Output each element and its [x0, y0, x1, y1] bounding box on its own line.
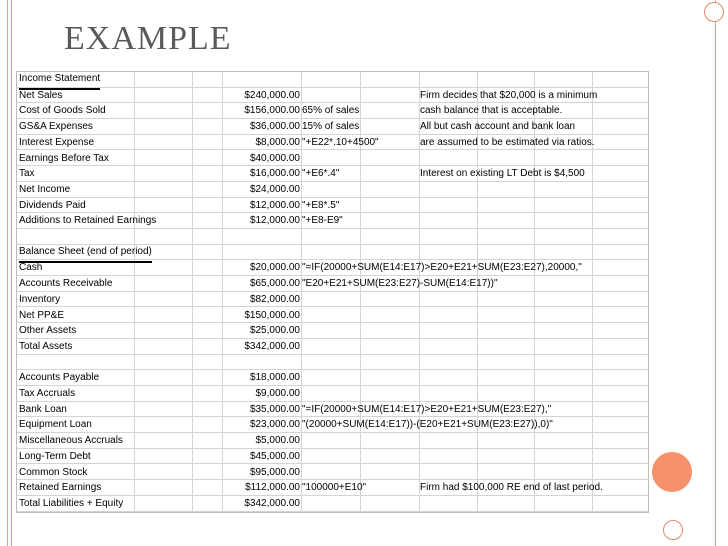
row-label: Tax Accruals [19, 388, 76, 399]
table-row [17, 103, 648, 119]
row-formula: "+E8-E9" [302, 215, 343, 227]
table-row [17, 323, 648, 339]
table-row [17, 417, 648, 433]
row-label: Cash [19, 262, 43, 274]
row-formula: "(20000+SUM(E14:E17))-(E20+E21+SUM(E23:E27)),0)" [302, 419, 553, 431]
row-label: Total Liabilities + Equity [19, 497, 124, 509]
row-label: Common Stock [19, 466, 88, 478]
decorative-circle-top [704, 2, 724, 22]
row-formula: "+E8*.5" [302, 199, 340, 211]
table-row [17, 449, 648, 465]
table-row [17, 480, 648, 496]
row-label: Cost of Goods Sold [19, 105, 106, 117]
table-row [17, 465, 648, 481]
row-value: $12,000.00 [249, 199, 300, 211]
table-row [17, 88, 648, 104]
row-label: Tax [19, 168, 35, 180]
row-formula: "+E6*.4" [302, 168, 340, 180]
row-label: Accounts Receivable [19, 278, 113, 290]
row-label: Net Sales [19, 89, 63, 101]
row-note: are assumed to be estimated via ratios. [420, 136, 595, 148]
row-label: Miscellaneous Accruals [19, 435, 123, 447]
table-row [17, 308, 648, 324]
row-label: Interest Expense [19, 136, 95, 148]
table-row [17, 182, 648, 198]
table-row [17, 276, 648, 292]
row-label: Income Statement [19, 72, 100, 90]
table-row [17, 198, 648, 214]
row-label: Balance Sheet (end of period) [19, 245, 152, 263]
row-note: Firm had $100,000 RE end of last period. [420, 482, 603, 494]
row-formula: 15% of sales [302, 121, 360, 133]
decorative-circle-small [663, 520, 683, 540]
row-value: $18,000.00 [249, 372, 300, 384]
row-value: $240,000.00 [244, 89, 300, 101]
row-value: $23,000.00 [249, 419, 300, 431]
table-row [17, 245, 648, 261]
row-value: $8,000.00 [255, 136, 300, 148]
table-row [17, 229, 648, 245]
row-label: Inventory [19, 293, 61, 305]
row-formula: 65% of sales [302, 105, 360, 117]
row-value: $36,000.00 [249, 121, 300, 133]
table-row [17, 355, 648, 371]
row-label: Accounts Payable [19, 372, 100, 384]
table-row [17, 72, 648, 88]
table-row [17, 370, 648, 386]
row-value: $95,000.00 [249, 466, 300, 478]
row-formula: "=IF(20000+SUM(E14:E17)>E20+E21+SUM(E23:E27),20000," [302, 262, 582, 274]
right-margin-rule [715, 0, 716, 546]
row-label: GS&A Expenses [19, 121, 93, 133]
table-row [17, 213, 648, 229]
row-label: Bank Loan [19, 403, 67, 415]
row-value: $45,000.00 [249, 450, 300, 462]
row-value: $12,000.00 [249, 215, 300, 227]
slide-title: EXAMPLE [64, 20, 232, 57]
row-value: $156,000.00 [244, 105, 300, 117]
row-value: $35,000.00 [249, 403, 300, 415]
table-row [17, 151, 648, 167]
row-value: $25,000.00 [249, 325, 300, 337]
spreadsheet-table [16, 71, 649, 513]
row-note: cash balance that is acceptable. [420, 105, 563, 117]
row-value: $342,000.00 [244, 340, 300, 352]
row-formula: "100000+E10" [302, 482, 367, 494]
row-formula: "=IF(20000+SUM(E14:E17)>E20+E21+SUM(E23:E27)," [302, 403, 552, 415]
row-value: $16,000.00 [249, 168, 300, 180]
table-row [17, 260, 648, 276]
row-value: $40,000.00 [249, 152, 300, 164]
table-row [17, 386, 648, 402]
table-row [17, 496, 648, 512]
table-row [17, 166, 648, 182]
row-label: Net PP&E [19, 309, 65, 321]
row-value: $20,000.00 [249, 262, 300, 274]
decorative-circle-large [652, 452, 692, 492]
table-row [17, 292, 648, 308]
row-label: Total Assets [19, 340, 73, 352]
table-row [17, 402, 648, 418]
row-label: Earnings Before Tax [19, 152, 109, 164]
row-formula: "+E22*.10+4500" [302, 136, 379, 148]
row-value: $9,000.00 [255, 388, 300, 399]
row-label: Additions to Retained Earnings [19, 215, 157, 227]
row-label: Other Assets [19, 325, 77, 337]
row-value [220, 245, 300, 261]
table-row [17, 119, 648, 135]
row-value: $112,000.00 [245, 482, 300, 494]
row-value [220, 72, 300, 88]
row-formula: "E20+E21+SUM(E23:E27)-SUM(E14:E17))" [302, 278, 498, 290]
row-value: $82,000.00 [249, 293, 300, 305]
row-value: $5,000.00 [255, 435, 300, 447]
left-margin-rule-inner [11, 0, 12, 546]
row-note: Firm decides that $20,000 is a minimum [420, 89, 598, 101]
row-value [220, 229, 300, 245]
row-value [220, 355, 300, 371]
left-margin-rule [7, 0, 8, 546]
row-label: Net Income [19, 183, 71, 195]
row-value: $150,000.00 [244, 309, 300, 321]
row-label: Retained Earnings [19, 482, 102, 494]
table-row [17, 339, 648, 355]
table-row [17, 135, 648, 151]
row-label: Equipment Loan [19, 419, 92, 431]
row-label: Dividends Paid [19, 199, 86, 211]
row-label: Long-Term Debt [19, 450, 91, 462]
row-value: $342,000.00 [244, 497, 300, 509]
row-note: All but cash account and bank loan [420, 121, 576, 133]
row-note: Interest on existing LT Debt is $4,500 [420, 168, 585, 180]
table-row [17, 433, 648, 449]
row-value: $65,000.00 [249, 278, 300, 290]
row-value: $24,000.00 [249, 183, 300, 195]
